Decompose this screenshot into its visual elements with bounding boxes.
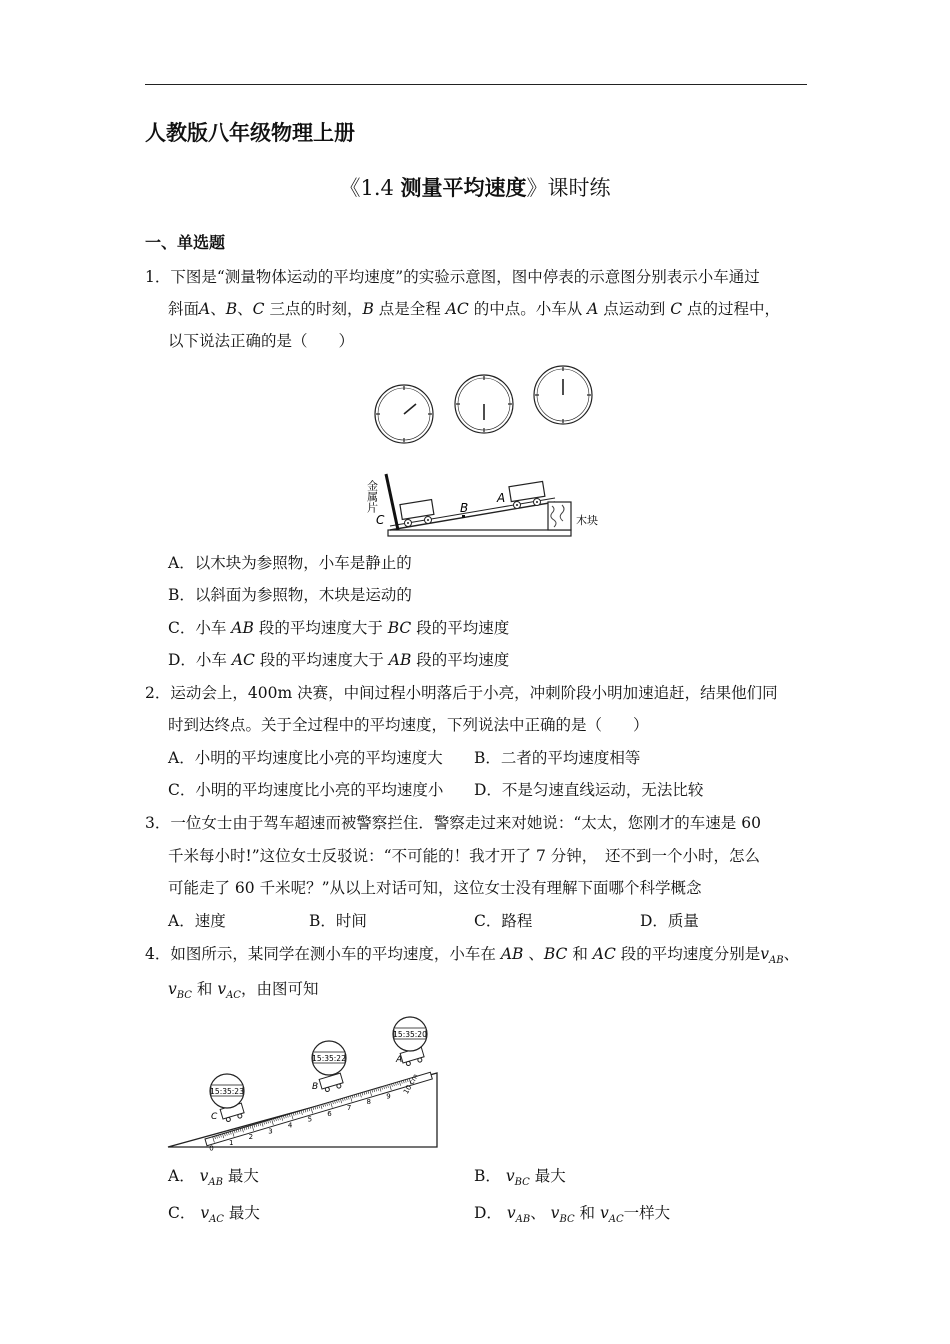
q2-option-b[interactable]: B．二者的平均速度相等 [474,749,641,767]
ruler-tick-label: 3 [268,1127,273,1136]
q1-line2: 斜面A、B、C 三点的时刻，B 点是全程 AC 的中点。小车从 A 点运动到 C 点的过程中， [168,300,780,318]
ruler-tick-label: 4 [287,1121,293,1130]
q3-line2: 千米每小时!”这位女士反驳说：“不可能的！我才开了 7 分钟， 还不到一个小时，怎么 [168,847,761,865]
time-c: 15:35:23 [210,1087,244,1096]
label-c: C [376,513,385,527]
q2-option-d[interactable]: D．不是匀速直线运动，无法比较 [474,781,704,799]
q2-option-a[interactable]: A．小明的平均速度比小亮的平均速度大 [168,749,443,767]
q2-line1: 2．运动会上，400m 决赛，中间过程小明落后于小亮，冲刺阶段小明加速追赶，结果他们同 [145,684,778,702]
label-a: A [497,491,506,505]
q3-line3: 可能走了 60 千米呢？”从以上对话可知，这位女士没有理解下面哪个科学概念 [168,879,702,897]
ruler-tick-label: 6 [327,1109,332,1118]
ruler-tick-label: 0 [209,1144,214,1153]
q3-option-b[interactable]: B．时间 [309,912,367,930]
q1-figure [360,362,610,542]
ruler-tick-label: 2 [248,1133,254,1142]
q1-line1: 1．下图是“测量物体运动的平均速度”的实验示意图，图中停表的示意图分别表示小车通过 [145,268,760,286]
q4-line2: $v_{BC}$ 和 $v_{AC}$，由图可知 [168,980,319,1002]
label-metal-1: 金属片 [365,480,379,513]
q1-option-d[interactable]: D．小车 AC 段的平均速度大于 AB 段的平均速度 [168,651,510,669]
q4-option-b[interactable]: B． $v_{BC}$ 最大 [474,1167,566,1189]
cart-b [319,1073,344,1093]
clock-c [210,1074,244,1108]
ruler-tick-label: 8 [366,1098,372,1107]
clock-a [393,1017,427,1051]
doc-subtitle: 《1.4 测量平均速度》课时练 [339,176,611,200]
ruler-tick-label: 7 [346,1103,352,1112]
q1-option-a[interactable]: A．以木块为参照物，小车是静止的 [168,554,412,572]
q2-line2: 时到达终点。关于全过程中的平均速度，下列说法中正确的是（ ） [168,716,649,734]
q3-option-c[interactable]: C．路程 [474,912,533,930]
q3-line1: 3．一位女士由于驾车超速而被警察拦住．警察走过来对她说：“太太，您刚才的车速是 60 [145,814,761,832]
q3-option-a[interactable]: A．速度 [168,912,226,930]
q1-line3: 以下说法正确的是（ ） [168,332,355,350]
ruler-tick-label: 5 [307,1115,313,1124]
q3-option-d[interactable]: D．质量 [640,912,699,930]
ruler-tick-label: 9 [386,1092,391,1101]
header-rule [145,84,807,85]
stopwatch-c [375,385,433,443]
fig4-label-a: A [396,1055,403,1065]
stopwatch-b [455,375,513,433]
section-heading: 一、单选题 [145,233,226,252]
q4-line1: 4．如图所示，某同学在测小车的平均速度，小车在 AB 、BC 和 AC 段的平均速度分别是$v_{AB}$、 [145,945,800,967]
label-block: 木块 [576,514,598,527]
q4-figure [165,1015,440,1155]
q4-option-c[interactable]: C． $v_{AC}$ 最大 [168,1204,260,1226]
q1-option-c[interactable]: C．小车 AB 段的平均速度大于 BC 段的平均速度 [168,619,510,637]
label-b: B [460,501,469,515]
q2-option-c[interactable]: C．小明的平均速度比小亮的平均速度小 [168,781,444,799]
clock-b [312,1041,346,1075]
q4-option-d[interactable]: D． $v_{AB}$、 $v_{BC}$ 和 $v_{AC}$一样大 [474,1204,671,1226]
fig4-label-b: B [312,1082,319,1092]
ruler-tick-label: 1 [228,1138,234,1147]
stopwatch-a [534,366,592,424]
ruler-unit: 10 cm [402,1072,420,1096]
doc-title: 人教版八年级物理上册 [145,121,355,145]
fig4-label-c: C [211,1112,218,1122]
time-a: 15:35:20 [393,1030,427,1039]
time-b: 15:35:22 [312,1054,346,1063]
q4-option-a[interactable]: A． $v_{AB}$ 最大 [168,1167,259,1189]
q1-option-b[interactable]: B．以斜面为参照物，木块是运动的 [168,586,412,604]
